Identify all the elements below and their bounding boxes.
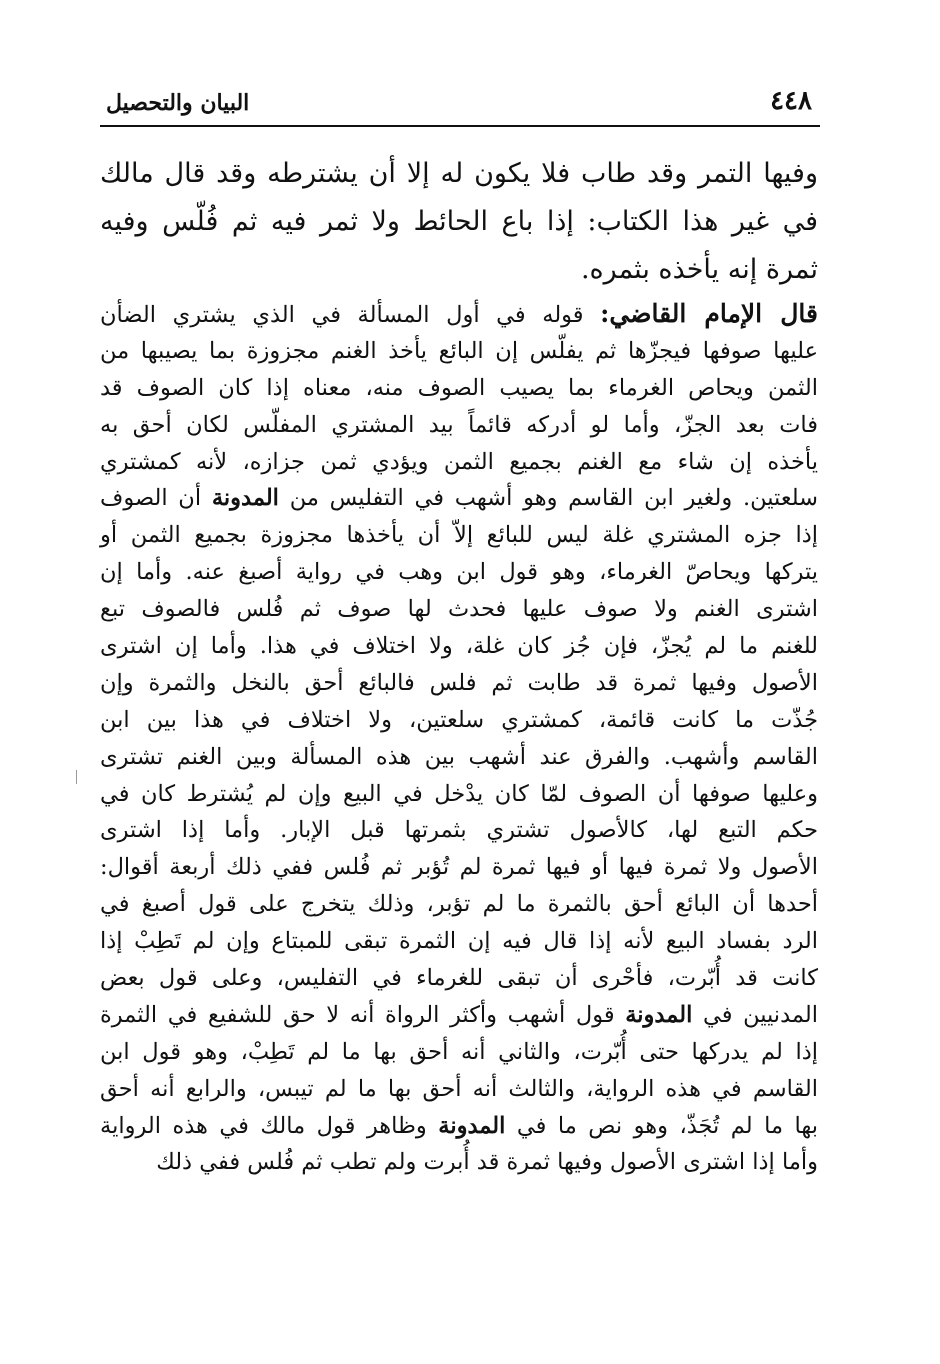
source-title: المدونة: [438, 1112, 506, 1139]
text-line: القاسم في هذه الرواية، والثالث أنه أحق بها ما لم تيبس، والرابع أنه أحق: [100, 1075, 818, 1102]
text-line: فات بعد الجزّ، وأما لو أدركه قائماً بيد المشتري المفلّس لكان أحق به: [100, 411, 818, 438]
text-line: إذا جزه المشتري غلة ليس للبائع إلاّ أن يأخذها مجزوزة بجميع الثمن أو: [100, 522, 818, 549]
paragraph-continuation: [100, 150, 818, 294]
text-line: قال الإمام القاضي: قوله في أول المسألة في الذي يشتري الضأن: [100, 299, 819, 328]
text-line: يتركها ويحاصّ الغرماء، وهو قول ابن وهب في رواية أصبغ عنه. وأما إن: [100, 559, 818, 586]
text-line: الأصول وفيها ثمرة قد طابت ثم فلس فالبائع أحق بالنخل والثمرة وإن: [100, 669, 818, 696]
text-line: اشترى الغنم ولا صوف عليها فحدث لها صوف ثم فُلس فالصوف تبع: [100, 596, 818, 623]
running-title: البيان والتحصيل: [106, 90, 250, 116]
text-line: بها ما لم تُجَذّ، وهو نص ما في المدونة وظاهر قول مالك في هذه الرواية: [100, 1112, 818, 1139]
text-line: حكم التبع لها، كالأصول تشتري بثمرتها قبل الإبار. وأما إذا اشترى: [100, 817, 818, 844]
page-number: ٤٤٨: [770, 86, 812, 116]
commentary-paragraph: [100, 296, 818, 1181]
text-line: عليها صوفها فيجزّها ثم يفلّس إن البائع يأخذ الغنم مجزوزة بما يصيبها من: [100, 337, 818, 364]
source-title: المدونة: [211, 485, 279, 512]
text-line: يأخذه إن شاء مع الغنم بجميع الثمن ويؤدي ثمن جزازه، لأنه كمشتري: [100, 448, 818, 475]
margin-mark: [76, 770, 77, 784]
text-line: القاسم وأشهب. والفرق عند أشهب بين هذه المسألة وبين الغنم تشترى: [100, 743, 818, 770]
text-line: الأصول ولا ثمرة فيها أو فيها ثمرة لم تُؤبر ثم فُلس ففي ذلك أربعة أقوال:: [100, 854, 818, 881]
text-line: أحدها أن البائع أحق بالثمرة ما لم تؤبر، وذلك يتخرج على قول أصبغ في: [100, 891, 818, 918]
text-line: للغنم ما لم يُجزّ، فإن جُز كان غلة، ولا اختلاف في هذا. وأما إن اشترى: [100, 633, 818, 660]
source-title: المدونة: [625, 1001, 693, 1028]
text-line: إذا لم يدركها حتى أُبّرت، والثاني أنه أحق بها ما لم تَطِبْ، وهو قول ابن: [100, 1038, 818, 1065]
text-line: كانت قد أُبّرت، فأحْرى أن تبقى للغرماء في التفليس، وعلى قول بعض: [100, 965, 818, 992]
text-line: الرد بفساد البيع لأنه إذا قال فيه إن الثمرة تبقى للمبتاع وإن لم تَطِبْ إذا: [100, 928, 818, 955]
text-line: ثمرة إنه يأخذه بثمره.: [580, 254, 818, 285]
text-line: المدنيين في المدونة قول أشهب وأكثر الرواة أنه لا حق للشفيع في الثمرة: [100, 1001, 818, 1028]
page-header: [100, 84, 820, 124]
text-line: الثمن ويحاص الغرماء بما يصيب الصوف منه، معناه إذا كان الصوف قد: [100, 374, 818, 401]
text-line: في غير هذا الكتاب: إذا باع الحائط ولا ثمر فيه ثم فُلّس وفيه: [100, 206, 818, 237]
header-rule: [100, 125, 820, 127]
text-line: سلعتين. ولغير ابن القاسم وهو أشهب في التفليس من المدونة أن الصوف: [100, 485, 818, 512]
text-line: وأما إذا اشترى الأصول وفيها ثمرة قد أُبرت ولم تطب ثم فُلس ففي ذلك: [156, 1149, 818, 1176]
text-line: وفيها التمر وقد طاب فلا يكون له إلا أن يشترطه وقد قال مالك: [100, 158, 818, 189]
text-line: وعليها صوفها أن الصوف لمّا كان يدْخل في البيع وإن لم يُشترط كان في: [100, 780, 818, 807]
text-line: جُذّت ما كانت قائمة، كمشتري سلعتين، ولا اختلاف في هذا بين ابن: [100, 706, 818, 733]
speaker-label: قال الإمام القاضي:: [600, 299, 819, 328]
